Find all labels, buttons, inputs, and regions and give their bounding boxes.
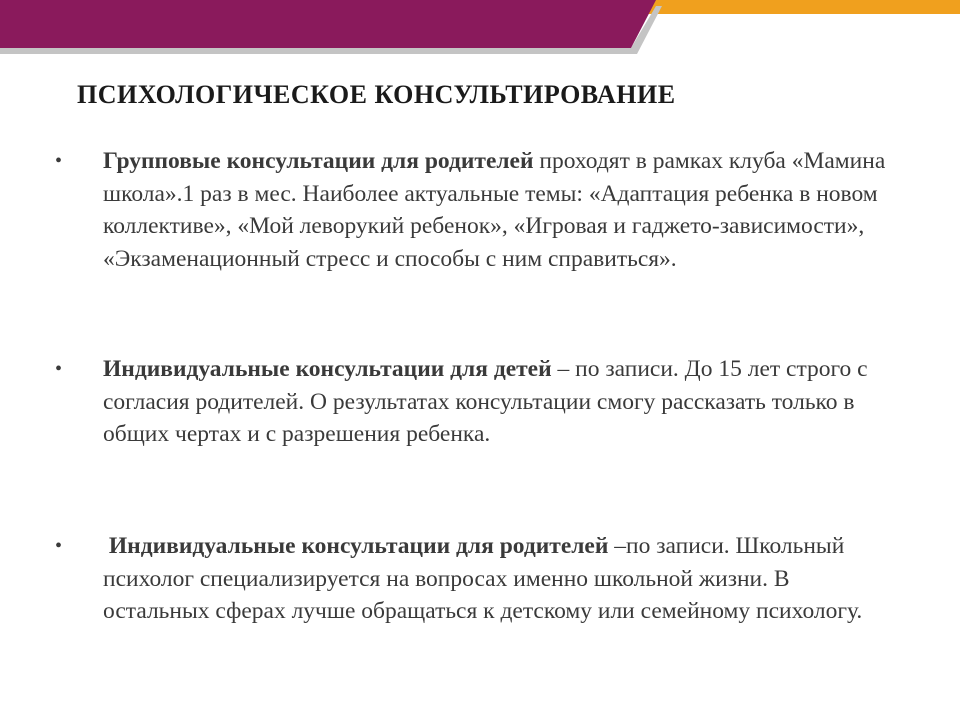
bullet-body: проходят в рамках клуба «Мамина школа».1 раз в мес. Наиболее актуальные темы: «Адаптация ребенка в новом коллективе», «Мой леворукий ребенок», «Игровая и гаджето-зависимости», «Экзаменационный стресс и способы с ним справиться». — [103, 148, 886, 272]
bullet-text — [103, 530, 893, 628]
bullet-body: – по записи. До 15 лет строго с согласия родителей. О результатах консультации смогу рассказать только в общих чертах и с разрешения ребенка. — [103, 356, 868, 447]
bullet-dot-icon: • — [55, 150, 63, 172]
bullet-text — [103, 145, 893, 275]
bullet-heading: Индивидуальные консультации для родителей — [103, 533, 609, 559]
slide-title: ПСИХОЛОГИЧЕСКОЕ КОНСУЛЬТИРОВАНИЕ — [77, 80, 676, 109]
bullet-dot-icon: • — [55, 535, 63, 557]
bullet-heading: Групповые консультации для родителей — [103, 148, 534, 174]
bullet-heading: Индивидуальные консультации для детей — [103, 356, 552, 382]
bullet-text — [103, 353, 893, 451]
bullet-dot-icon: • — [55, 358, 63, 380]
bullet-body: –по записи. Школьный психолог специализируется на вопросах именно школьной жизни. В остальных сферах лучше обращаться к детскому или семейному психологу. — [103, 533, 863, 624]
